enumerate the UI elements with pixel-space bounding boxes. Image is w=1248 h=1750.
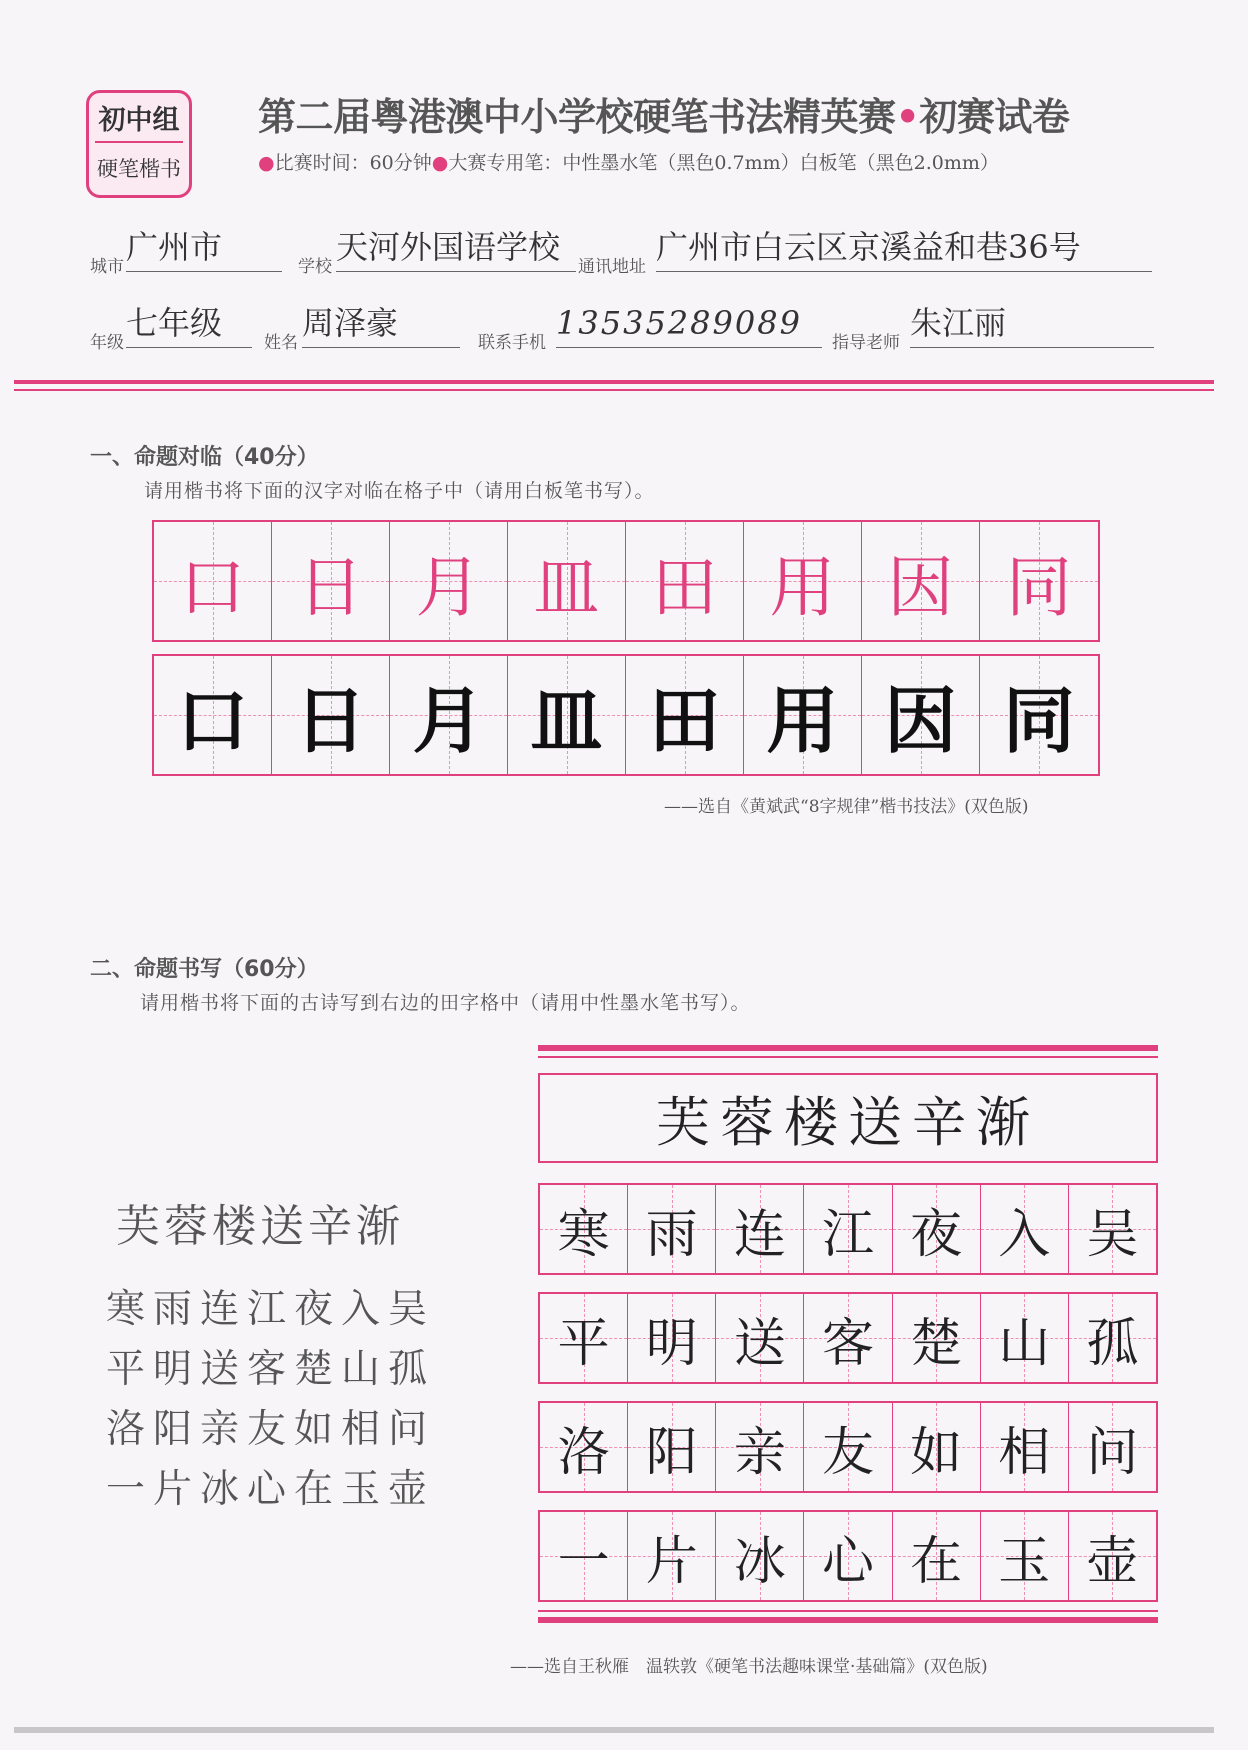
- written-char: 阳: [645, 1422, 698, 1483]
- model-char: 月: [415, 548, 482, 626]
- written-char: 因: [884, 678, 957, 763]
- writing-cell[interactable]: [981, 1185, 1069, 1273]
- written-char: 壶: [1086, 1531, 1139, 1592]
- poem-line: 一片冰心在玉壶: [106, 1467, 436, 1512]
- written-char: 楚: [910, 1313, 963, 1374]
- poem-line: 平明送客楚山孤: [106, 1347, 436, 1392]
- written-char: 在: [910, 1531, 963, 1592]
- scan-edge: [14, 1727, 1214, 1733]
- writing-cell[interactable]: [628, 1512, 716, 1600]
- badge-type-label: 硬笔楷书: [97, 157, 181, 181]
- section1-instruction: 请用楷书将下面的汉字对临在格子中（请用白板笔书写）。: [144, 480, 655, 502]
- writing-cell[interactable]: [716, 1185, 804, 1273]
- title-dot: •: [895, 95, 920, 139]
- section2-instruction: 请用楷书将下面的古诗写到右边的田字格中（请用中性墨水笔书写）。: [140, 992, 751, 1014]
- panel-top-band: [538, 1056, 1158, 1058]
- section1-title: 一、命题对临（40分）: [90, 445, 319, 470]
- page-title: [258, 86, 1178, 142]
- writing-cell[interactable]: [154, 656, 272, 774]
- written-char: 如: [910, 1422, 963, 1483]
- writing-grid[interactable]: [152, 654, 1100, 776]
- grade-field[interactable]: 七年级: [126, 302, 252, 348]
- teacher-field[interactable]: 朱江丽: [910, 302, 1154, 348]
- written-char: 皿: [530, 678, 603, 763]
- poem-grid-row: [538, 1510, 1158, 1602]
- written-char: 心: [821, 1531, 874, 1592]
- written-char: 江: [821, 1204, 874, 1265]
- panel-bottom-band: [538, 1617, 1158, 1623]
- writing-cell[interactable]: [804, 1403, 892, 1491]
- written-char: 片: [645, 1531, 698, 1592]
- section2-source: ——选自王秋雁 温轶敦《硬笔书法趣味课堂·基础篇》(双色版): [510, 1657, 988, 1677]
- writing-cell[interactable]: [893, 1294, 981, 1382]
- address-label: 通讯地址: [578, 257, 646, 277]
- writing-cell[interactable]: [628, 1185, 716, 1273]
- grid-cell: [154, 522, 272, 640]
- school-field[interactable]: 天河外国语学校: [336, 226, 576, 272]
- grid-cell: [980, 522, 1098, 640]
- written-char: 送: [733, 1313, 786, 1374]
- written-char: 相: [998, 1422, 1051, 1483]
- writing-cell[interactable]: [862, 656, 980, 774]
- written-char: 田: [648, 678, 721, 763]
- written-char: 友: [821, 1422, 874, 1483]
- written-char: 夜: [910, 1204, 963, 1265]
- writing-cell[interactable]: [893, 1512, 981, 1600]
- rule-pen: 大赛专用笔：中性墨水笔（黑色0.7mm）白板笔（黑色2.0mm）: [448, 152, 999, 174]
- grid-cell: [508, 522, 626, 640]
- model-char: 用: [769, 548, 836, 626]
- writing-cell[interactable]: [540, 1185, 628, 1273]
- written-char: 用: [766, 678, 839, 763]
- written-char: 月: [412, 678, 485, 763]
- written-char: 日: [294, 678, 367, 763]
- poem-grid-row: [538, 1292, 1158, 1384]
- model-grid: [152, 520, 1100, 642]
- panel-top-band: [538, 1045, 1158, 1051]
- writing-cell[interactable]: [744, 656, 862, 774]
- model-char: 皿: [533, 548, 600, 626]
- group-badge: [86, 90, 192, 198]
- written-char: 雨: [645, 1204, 698, 1265]
- writing-cell[interactable]: [540, 1512, 628, 1600]
- teacher-label: 指导老师: [832, 333, 900, 353]
- model-char: 口: [179, 548, 246, 626]
- model-char: 田: [651, 548, 718, 626]
- writing-cell[interactable]: [981, 1294, 1069, 1382]
- title-tail: 初赛试卷: [919, 95, 1070, 139]
- written-char: 问: [1086, 1422, 1139, 1483]
- poem-title: 芙蓉楼送辛渐: [116, 1201, 404, 1252]
- written-char: 玉: [998, 1531, 1051, 1592]
- written-char: 一: [557, 1531, 610, 1592]
- written-char: 山: [998, 1313, 1051, 1374]
- writing-cell[interactable]: [628, 1403, 716, 1491]
- grid-cell: [272, 522, 390, 640]
- writing-cell[interactable]: [540, 1403, 628, 1491]
- writing-cell[interactable]: [804, 1185, 892, 1273]
- section1-source: ——选自《黄斌武“8字规律”楷书技法》(双色版): [664, 797, 1029, 817]
- bullet-icon: ●: [258, 152, 275, 174]
- name-field[interactable]: 周泽豪: [302, 302, 460, 348]
- written-poem-title[interactable]: 芙蓉楼送辛渐: [538, 1073, 1158, 1163]
- rule-time: 比赛时间：60分钟: [274, 152, 432, 174]
- city-field[interactable]: 广州市: [126, 226, 282, 272]
- panel-bottom-band: [538, 1610, 1158, 1612]
- writing-cell[interactable]: [1069, 1294, 1156, 1382]
- grid-cell: [744, 522, 862, 640]
- grid-cell: [862, 522, 980, 640]
- written-char: 亲: [733, 1422, 786, 1483]
- writing-cell[interactable]: [716, 1294, 804, 1382]
- written-char: 明: [645, 1313, 698, 1374]
- written-char: 客: [821, 1313, 874, 1374]
- writing-cell[interactable]: [893, 1185, 981, 1273]
- poem-grid-row: [538, 1401, 1158, 1493]
- writing-cell[interactable]: [981, 1403, 1069, 1491]
- writing-cell[interactable]: [1069, 1403, 1156, 1491]
- phone-label: 联系手机: [478, 333, 546, 353]
- name-label: 姓名: [264, 333, 298, 353]
- address-field[interactable]: 广州市白云区京溪益和巷36号: [656, 226, 1152, 272]
- contest-rules: [258, 148, 1158, 176]
- writing-cell[interactable]: [1069, 1185, 1156, 1273]
- written-char: 吴: [1086, 1204, 1139, 1265]
- writing-cell[interactable]: [626, 656, 744, 774]
- writing-cell[interactable]: [1069, 1512, 1156, 1600]
- writing-cell[interactable]: [804, 1512, 892, 1600]
- model-char: 同: [1006, 548, 1072, 626]
- writing-cell[interactable]: [980, 656, 1098, 774]
- divider: [14, 380, 1214, 384]
- writing-cell[interactable]: [508, 656, 626, 774]
- school-label: 学校: [298, 257, 332, 277]
- section2-title: 二、命题书写（60分）: [90, 957, 319, 982]
- writing-cell[interactable]: [272, 656, 390, 774]
- writing-cell[interactable]: [716, 1403, 804, 1491]
- grid-cell: [390, 522, 508, 640]
- grade-label: 年级: [90, 333, 124, 353]
- model-char: 因: [887, 548, 954, 626]
- written-char: 同: [1002, 678, 1075, 763]
- written-char: 入: [998, 1204, 1051, 1265]
- writing-cell[interactable]: [628, 1294, 716, 1382]
- written-char: 冰: [733, 1531, 786, 1592]
- writing-cell[interactable]: [540, 1294, 628, 1382]
- writing-cell[interactable]: [893, 1403, 981, 1491]
- written-char: 寒: [557, 1204, 610, 1265]
- phone-field[interactable]: 13535289089: [556, 302, 822, 348]
- writing-cell[interactable]: [804, 1294, 892, 1382]
- written-char: 连: [733, 1204, 786, 1265]
- written-char: 平: [557, 1313, 610, 1374]
- writing-cell[interactable]: [981, 1512, 1069, 1600]
- poem-line: 寒雨连江夜入吴: [106, 1287, 436, 1332]
- writing-cell[interactable]: [716, 1512, 804, 1600]
- divider: [14, 389, 1214, 391]
- written-char: 洛: [557, 1422, 610, 1483]
- bullet-icon: ●: [431, 152, 449, 174]
- model-char: 日: [297, 548, 364, 626]
- poem-line: 洛阳亲友如相问: [106, 1407, 436, 1452]
- written-char: 口: [176, 678, 249, 763]
- title-main: 第二届粤港澳中小学校硬笔书法精英赛: [258, 95, 896, 139]
- poem-grid-row: [538, 1183, 1158, 1275]
- writing-cell[interactable]: [390, 656, 508, 774]
- city-label: 城市: [90, 257, 124, 277]
- badge-group-label: 初中组: [95, 99, 183, 143]
- written-char: 孤: [1086, 1313, 1139, 1374]
- grid-cell: [626, 522, 744, 640]
